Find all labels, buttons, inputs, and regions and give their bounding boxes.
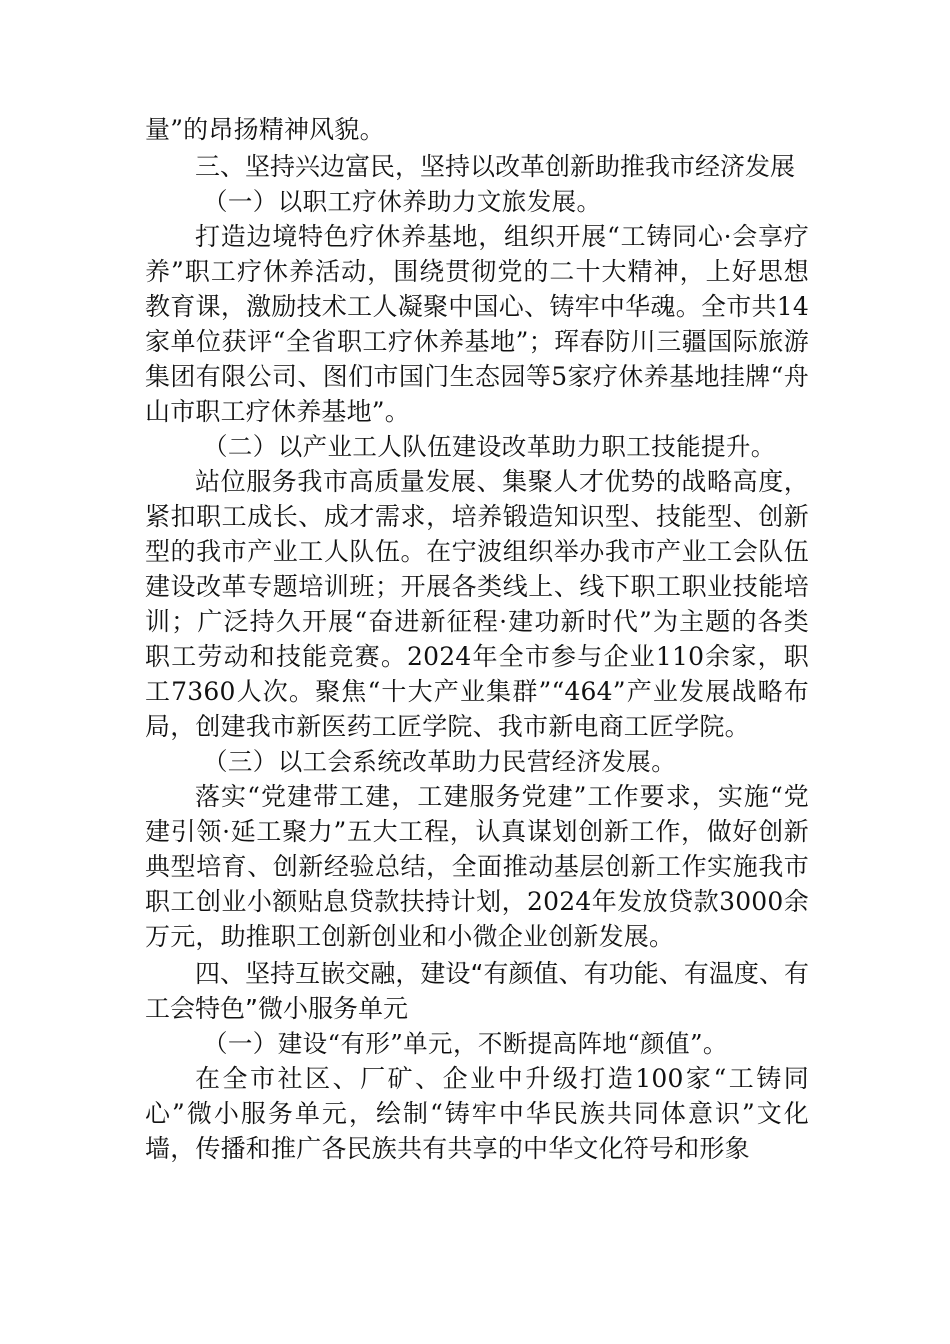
body-paragraph-continuation: 量”的昂扬精神风貌。: [145, 115, 385, 144]
body-paragraph: 落实“党建带工建，工建服务党建”工作要求，实施“党建引领·延工聚力”五大工程，认真谋划创新工作，做好创新典型培育、创新经验总结，全面推动基层创新工作实施我市职工创业小额贴息贷款扶持计划，2024年发放贷款3000余万元，助推职工创新创业和小微企业创新发展。: [145, 782, 809, 951]
section-heading-3: 三、坚持兴边富民，坚持以改革创新助推我市经济发展: [195, 152, 796, 181]
subheading-3-2: （二）以产业工人队伍建设改革助力职工技能提升。: [203, 432, 776, 461]
subheading-3-1: （一）以职工疗休养助力文旅发展。: [203, 187, 602, 216]
body-paragraph: 打造边境特色疗休养基地，组织开展“工铸同心·会享疗养”职工疗休养活动，围绕贯彻党的二十大精神，上好思想教育课，激励技术工人凝聚中国心、铸牢中华魂。全市共14家单位获评“全省职工疗休养基地”；珲春防川三疆国际旅游集团有限公司、图们市国门生态园等5家疗休养基地挂牌“舟山市职工疗休养基地”。: [145, 222, 809, 426]
document-page: [145, 112, 809, 1166]
section-heading-4: 四、坚持互嵌交融，建设“有颜值、有功能、有温度、有工会特色”微小服务单元: [145, 959, 809, 1023]
subheading-4-1: （一）建设“有形”单元，不断提高阵地“颜值”。: [203, 1029, 728, 1058]
body-paragraph: 在全市社区、厂矿、企业中升级打造100家“工铸同心”微小服务单元，绘制“铸牢中华民族共同体意识”文化墙，传播和推广各民族共有共享的中华文化符号和形象: [145, 1064, 809, 1163]
subheading-3-3: （三）以工会系统改革助力民营经济发展。: [203, 747, 677, 776]
body-paragraph: 站位服务我市高质量发展、集聚人才优势的战略高度，紧扣职工成长、成才需求，培养锻造知识型、技能型、创新型的我市产业工人队伍。在宁波组织举办我市产业工会队伍建设改革专题培训班；开展各类线上、线下职工职业技能培训；广泛持久开展“奋进新征程·建功新时代”为主题的各类职工劳动和技能竞赛。2024年全市参与企业110余家，职工7360人次。聚焦“十大产业集群”“464”产业发展战略布局，创建我市新医药工匠学院、我市新电商工匠学院。: [145, 467, 809, 741]
